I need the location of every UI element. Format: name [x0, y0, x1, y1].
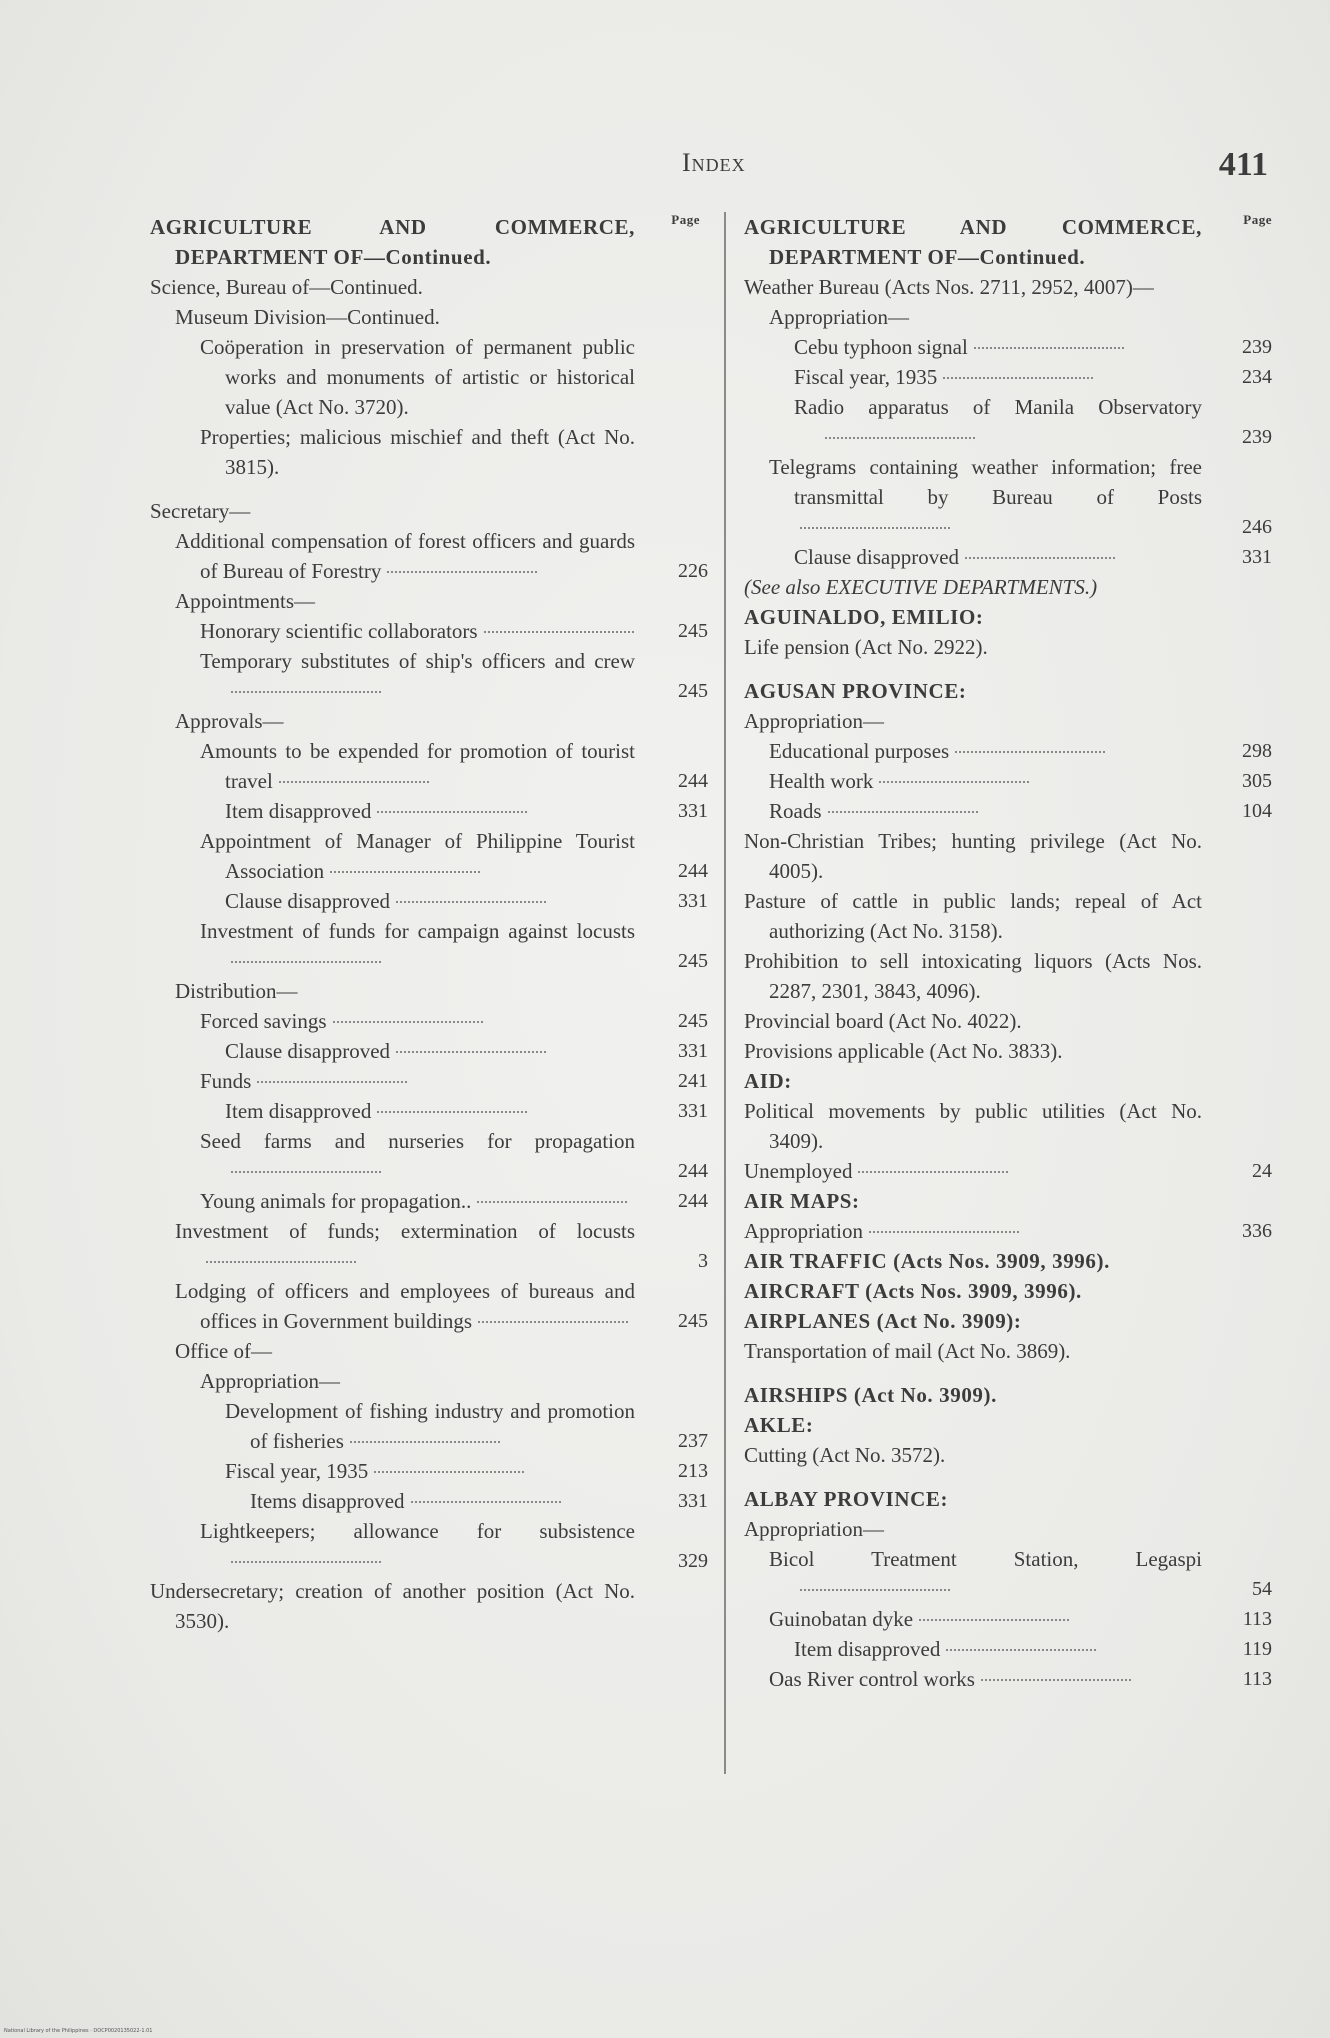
dot-leader: [800, 1589, 950, 1591]
entry-text: Clause disapproved: [744, 542, 1202, 572]
entry-text: Appropriation—: [744, 1517, 884, 1541]
index-entry: [150, 796, 708, 826]
entry-text: Non-Christian Tribes; hunting privilege (Act No. 4005).: [744, 829, 1202, 883]
entry-text: Telegrams containing weather information; free transmittal by Bureau of Posts: [744, 452, 1202, 542]
dot-leader: [858, 1171, 1008, 1173]
entry-page-number: 104: [1242, 800, 1272, 822]
entry-page-number: 113: [1242, 1668, 1272, 1690]
dot-leader: [955, 751, 1105, 753]
index-entry: [744, 1216, 1272, 1246]
entry-text: Investment of funds for campaign against locusts: [150, 916, 635, 976]
entry-text: Guinobatan dyke: [744, 1604, 1202, 1634]
dot-leader: [231, 691, 381, 693]
dot-leader: [869, 1231, 1019, 1233]
entry-page-number: 113: [1242, 1608, 1272, 1630]
entry-text: Science, Bureau of—Continued.: [150, 275, 423, 299]
index-entry: [744, 1006, 1272, 1036]
index-heading-entry: [744, 1066, 1272, 1096]
entry-text: Museum Division—Continued.: [175, 305, 440, 329]
entry-text: Bicol Treatment Station, Legaspi: [744, 1544, 1202, 1604]
index-entry: [744, 946, 1272, 1006]
index-entry: [744, 796, 1272, 826]
index-entry: [150, 886, 708, 916]
entry-text: Undersecretary; creation of another position (Act No. 3530).: [150, 1579, 635, 1633]
index-entry: [744, 766, 1272, 796]
index-entry: [150, 706, 708, 736]
index-entry: [744, 1036, 1272, 1066]
index-entry: [150, 1186, 708, 1216]
index-heading-entry: [744, 676, 1272, 706]
index-entry: [150, 736, 708, 796]
index-entry: [744, 362, 1272, 392]
dot-leader: [974, 347, 1124, 349]
entry-text: Provisions applicable (Act No. 3833).: [744, 1039, 1063, 1063]
index-entry: [744, 706, 1272, 736]
entry-text: Honorary scientific collaborators: [150, 616, 635, 646]
index-entry: [150, 916, 708, 976]
entry-page-number: 331: [678, 800, 708, 822]
entry-text: Appointments—: [175, 589, 315, 613]
entry-text: Pasture of cattle in public lands; repeal of Act authorizing (Act No. 3158).: [744, 889, 1202, 943]
index-entry: [744, 1634, 1272, 1664]
entry-page-number: 237: [678, 1430, 708, 1452]
dot-leader: [396, 1051, 546, 1053]
dot-leader: [231, 1561, 381, 1563]
index-entry: [150, 1006, 708, 1036]
entry-text: AGRICULTURE AND COMMERCE, DEPARTMENT OF—Continued.: [150, 215, 635, 269]
entry-text: Additional compensation of forest officers and guards of Bureau of Forestry: [175, 529, 635, 583]
index-entry: [744, 1440, 1272, 1470]
index-entry: [150, 272, 708, 302]
page-column-header: Page: [1243, 212, 1272, 227]
dot-leader: [981, 1679, 1131, 1681]
entry-text: Lodging of officers and employees of bureaus and offices in Government buildings: [175, 1279, 635, 1333]
index-entry: [150, 1126, 708, 1186]
entry-page-number: 329: [678, 1550, 708, 1572]
index-entry: [150, 1336, 708, 1366]
index-entry: [744, 1336, 1272, 1366]
index-entry: [744, 272, 1272, 302]
page-number: 411: [1218, 146, 1268, 183]
dot-leader: [330, 871, 480, 873]
dot-leader: [411, 1501, 561, 1503]
entry-text: (See also EXECUTIVE DEPARTMENTS.): [744, 575, 1098, 599]
dot-leader: [879, 781, 1029, 783]
entry-page-number: 244: [678, 770, 708, 792]
entry-page-number: 244: [678, 1190, 708, 1212]
entry-text: ALBAY PROVINCE:: [744, 1487, 949, 1511]
index-entry: [744, 392, 1272, 452]
entry-text: AIRPLANES (Act No. 3909):: [744, 1309, 1022, 1333]
running-title: Index: [682, 148, 746, 177]
dot-leader: [231, 961, 381, 963]
entry-text: Temporary substitutes of ship's officers and crew: [150, 646, 635, 706]
index-entry: [744, 886, 1272, 946]
dot-leader: [484, 631, 634, 633]
index-entry: [150, 1396, 708, 1456]
entry-text: Appropriation—: [769, 305, 909, 329]
entry-text: Appropriation: [744, 1216, 1202, 1246]
entry-text: Unemployed: [744, 1156, 1202, 1186]
entry-text: Political movements by public utilities (Act No. 3409).: [744, 1099, 1202, 1153]
entry-text: Investment of funds; extermination of locusts: [150, 1216, 635, 1276]
index-entry: [150, 1576, 708, 1636]
index-heading-entry: [744, 1246, 1272, 1276]
entry-text: AGUINALDO, EMILIO:: [744, 605, 984, 629]
index-entry: [150, 976, 708, 1006]
index-entry: [150, 1276, 708, 1336]
entry-page-number: 331: [1242, 546, 1272, 568]
entry-gap: [150, 482, 708, 496]
index-heading-entry: [744, 212, 1272, 272]
entry-page-number: 245: [678, 620, 708, 642]
entry-page-number: 331: [678, 1490, 708, 1512]
index-entry: [150, 332, 708, 422]
entry-text: Oas River control works: [744, 1664, 1202, 1694]
index-entry: [150, 422, 708, 482]
index-heading-entry: [744, 1276, 1272, 1306]
index-entry: [150, 1366, 708, 1396]
entry-gap: [744, 1366, 1272, 1380]
entry-text: Cutting (Act No. 3572).: [744, 1443, 946, 1467]
entry-text: AKLE:: [744, 1413, 814, 1437]
index-entry: [744, 1604, 1272, 1634]
index-entry: [150, 302, 708, 332]
entry-text: Amounts to be expended for promotion of tourist travel: [200, 739, 635, 793]
index-entry: [744, 332, 1272, 362]
entry-text: Item disapproved: [150, 1096, 635, 1126]
index-entry: [150, 586, 708, 616]
entry-page-number: 244: [678, 860, 708, 882]
entry-text: Office of—: [175, 1339, 272, 1363]
dot-leader: [377, 1111, 527, 1113]
index-entry: [744, 452, 1272, 542]
index-heading-entry: [744, 1410, 1272, 1440]
dot-leader: [333, 1021, 483, 1023]
index-entry: [744, 1544, 1272, 1604]
entry-text: Young animals for propagation..: [150, 1186, 635, 1216]
index-entry: [744, 826, 1272, 886]
entry-text: AIRCRAFT (Acts Nos. 3909, 3996).: [744, 1279, 1082, 1303]
entry-text: Transportation of mail (Act No. 3869).: [744, 1339, 1071, 1363]
index-entry: [150, 616, 708, 646]
entry-page-number: 331: [678, 890, 708, 912]
entry-page-number: 331: [678, 1100, 708, 1122]
index-entry: [744, 542, 1272, 572]
index-entry: [150, 1456, 708, 1486]
dot-leader: [478, 1321, 628, 1323]
entry-text: Educational purposes: [744, 736, 1202, 766]
entry-page-number: 54: [1252, 1578, 1272, 1600]
dot-leader: [919, 1619, 1069, 1621]
entry-page-number: 239: [1242, 426, 1272, 448]
index-entry: [150, 826, 708, 886]
entry-text: AIR MAPS:: [744, 1189, 860, 1213]
entry-text: AGUSAN PROVINCE:: [744, 679, 967, 703]
dot-leader: [206, 1261, 356, 1263]
entry-text: Forced savings: [150, 1006, 635, 1036]
index-entry: [744, 572, 1272, 602]
entry-text: Fiscal year, 1935: [744, 362, 1202, 392]
index-entry: [150, 1216, 708, 1276]
dot-leader: [965, 557, 1115, 559]
dot-leader: [231, 1171, 381, 1173]
index-heading-entry: [150, 212, 708, 272]
entry-page-number: 239: [1242, 336, 1272, 358]
dot-leader: [828, 811, 978, 813]
index-entry: [150, 1096, 708, 1126]
entry-page-number: 246: [1242, 516, 1272, 538]
entry-text: Distribution—: [175, 979, 298, 1003]
entry-text: Item disapproved: [744, 1634, 1202, 1664]
index-entry: [744, 736, 1272, 766]
right-entries: [744, 212, 1272, 1694]
index-heading-entry: [744, 1380, 1272, 1410]
entry-text: Items disapproved: [150, 1486, 635, 1516]
page-column-header: Page: [671, 212, 700, 227]
entry-page-number: 24: [1252, 1160, 1272, 1182]
entry-page-number: 331: [678, 1040, 708, 1062]
entry-text: Health work: [744, 766, 1202, 796]
entry-page-number: 298: [1242, 740, 1272, 762]
entry-text: AIRSHIPS (Act No. 3909).: [744, 1383, 997, 1407]
dot-leader: [387, 571, 537, 573]
entry-text: Item disapproved: [150, 796, 635, 826]
entry-text: Appointment of Manager of Philippine Tourist Association: [200, 829, 635, 883]
entry-text: Secretary—: [150, 499, 251, 523]
index-heading-entry: [744, 1484, 1272, 1514]
entry-text: Clause disapproved: [150, 886, 635, 916]
entry-text: Approvals—: [175, 709, 284, 733]
index-entry: [150, 1066, 708, 1096]
dot-leader: [396, 901, 546, 903]
entry-text: Life pension (Act No. 2922).: [744, 635, 988, 659]
entry-page-number: 245: [678, 1010, 708, 1032]
entry-page-number: 119: [1242, 1638, 1272, 1660]
dot-leader: [943, 377, 1093, 379]
entry-text: Lightkeepers; allowance for subsistence: [150, 1516, 635, 1576]
index-entry: [150, 1486, 708, 1516]
entry-text: Radio apparatus of Manila Observatory: [744, 392, 1202, 452]
entry-page-number: 244: [678, 1160, 708, 1182]
dot-leader: [374, 1471, 524, 1473]
entry-text: Appropriation—: [200, 1369, 340, 1393]
index-entry: [744, 632, 1272, 662]
entry-text: Seed farms and nurseries for propagation: [150, 1126, 635, 1186]
index-heading-entry: [744, 602, 1272, 632]
dot-leader: [800, 527, 950, 529]
running-head: [0, 148, 1330, 188]
index-entry: [744, 302, 1272, 332]
entry-text: Clause disapproved: [150, 1036, 635, 1066]
dot-leader: [279, 781, 429, 783]
column-divider: [724, 212, 726, 1774]
dot-leader: [350, 1441, 500, 1443]
entry-page-number: 245: [678, 950, 708, 972]
entry-page-number: 245: [678, 1310, 708, 1332]
entry-text: AIR TRAFFIC (Acts Nos. 3909, 3996).: [744, 1249, 1110, 1273]
dot-leader: [946, 1649, 1096, 1651]
entry-gap: [744, 1470, 1272, 1484]
entry-text: Appropriation—: [744, 709, 884, 733]
entry-text: Provincial board (Act No. 4022).: [744, 1009, 1022, 1033]
entry-gap: [744, 662, 1272, 676]
entry-text: AID:: [744, 1069, 792, 1093]
index-entry: [150, 1516, 708, 1576]
index-entry: [744, 1156, 1272, 1186]
scan-footer: National Library of the Philippines · DOCP0020135022-1.01: [4, 2028, 153, 2034]
entry-page-number: 241: [678, 1070, 708, 1092]
dot-leader: [257, 1081, 407, 1083]
entry-text: Properties; malicious mischief and theft (Act No. 3815).: [200, 425, 635, 479]
entry-page-number: 305: [1242, 770, 1272, 792]
entry-text: Prohibition to sell intoxicating liquors (Acts Nos. 2287, 2301, 3843, 4096).: [744, 949, 1202, 1003]
index-column-right: [744, 212, 1272, 1694]
index-entry: [150, 496, 708, 526]
dot-leader: [377, 811, 527, 813]
index-entry: [150, 1036, 708, 1066]
index-heading-entry: [744, 1306, 1272, 1336]
left-entries: [150, 212, 708, 1636]
entry-text: Funds: [150, 1066, 635, 1096]
index-entry: [150, 646, 708, 706]
index-column-left: [150, 212, 708, 1636]
dot-leader: [825, 437, 975, 439]
index-entry: [744, 1664, 1272, 1694]
entry-text: Roads: [744, 796, 1202, 826]
entry-text: Weather Bureau (Acts Nos. 2711, 2952, 4007)—: [744, 275, 1154, 299]
entry-page-number: 245: [678, 680, 708, 702]
index-entry: [744, 1514, 1272, 1544]
entry-text: Fiscal year, 1935: [150, 1456, 635, 1486]
entry-text: Cebu typhoon signal: [744, 332, 1202, 362]
entry-page-number: 226: [678, 560, 708, 582]
entry-page-number: 3: [698, 1250, 708, 1272]
entry-text: Coöperation in preservation of permanent public works and monuments of artistic or historical value (Act No. 3720).: [200, 335, 635, 419]
index-entry: [150, 526, 708, 586]
index-heading-entry: [744, 1186, 1272, 1216]
entry-page-number: 234: [1242, 366, 1272, 388]
entry-text: Development of fishing industry and promotion of fisheries: [225, 1399, 635, 1453]
index-entry: [744, 1096, 1272, 1156]
entry-page-number: 336: [1242, 1220, 1272, 1242]
entry-text: AGRICULTURE AND COMMERCE, DEPARTMENT OF—Continued.: [744, 215, 1202, 269]
entry-page-number: 213: [678, 1460, 708, 1482]
dot-leader: [477, 1201, 627, 1203]
